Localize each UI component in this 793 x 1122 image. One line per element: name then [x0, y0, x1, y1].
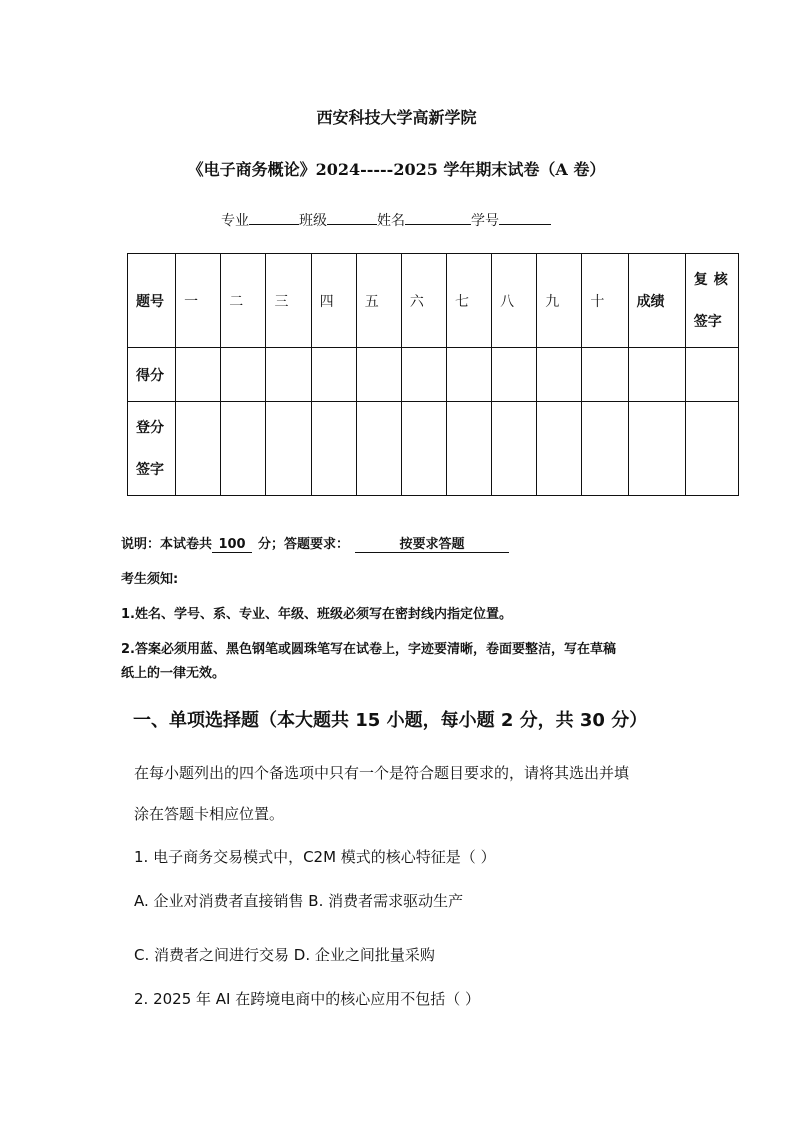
score-cell[interactable]: [176, 348, 221, 402]
column-header: 十: [582, 254, 628, 348]
question-options: C. 消费者之间进行交易 D. 企业之间批量采购: [134, 946, 435, 964]
review-sign-label-line2: 签字: [693, 313, 722, 330]
section-heading: 一、单项选择题（本大题共 15 小题，每小题 2 分，共 30 分）: [133, 710, 648, 731]
sign-cell[interactable]: [628, 402, 685, 496]
section-intro-line1: 在每小题列出的四个备选项中只有一个是符合题目要求的，请将其选出并填: [134, 764, 630, 782]
section-intro-line2: 涂在答题卡相应位置。: [134, 805, 285, 823]
sign-row-label: [128, 402, 176, 496]
exam-note: [121, 533, 509, 553]
question-options: A. 企业对消费者直接销售 B. 消费者需求驱动生产: [134, 892, 464, 910]
school-title: 西安科技大学高新学院: [316, 108, 477, 127]
score-cell[interactable]: [582, 348, 628, 402]
sign-cell[interactable]: [176, 402, 221, 496]
score-cell[interactable]: [221, 348, 266, 402]
sign-cell[interactable]: [492, 402, 537, 496]
sign-cell[interactable]: [356, 402, 401, 496]
note-mid: 分；答题要求：: [258, 537, 350, 552]
name-field[interactable]: [405, 210, 471, 225]
column-header: 六: [401, 254, 446, 348]
total-score-label: 成绩: [628, 254, 685, 348]
exam-title: 《电子商务概论》2024-----2025 学年期末试卷（A 卷）: [187, 160, 606, 179]
class-label: 班级: [299, 213, 327, 229]
sign-row-label-line1: 登分: [136, 419, 164, 436]
score-cell[interactable]: [266, 348, 311, 402]
notice-title: 考生须知:: [121, 572, 179, 587]
major-field[interactable]: [249, 210, 299, 225]
name-label: 姓名: [377, 213, 405, 229]
column-header: 五: [356, 254, 401, 348]
notice-rule-2-line2: 纸上的一律无效。: [121, 666, 226, 681]
column-header: 四: [311, 254, 356, 348]
sign-cell[interactable]: [401, 402, 446, 496]
review-sign-label-line1: 复核: [693, 271, 734, 288]
score-table: [127, 253, 739, 496]
score-cell[interactable]: [628, 348, 685, 402]
major-label: 专业: [221, 213, 249, 229]
score-cell[interactable]: [447, 348, 492, 402]
score-cell[interactable]: [401, 348, 446, 402]
column-header: 七: [447, 254, 492, 348]
question-stem: 2. 2025 年 AI 在跨境电商中的核心应用不包括（ ）: [134, 990, 481, 1008]
notice-rule-2-line1: 2.答案必须用蓝、黑色钢笔或圆珠笔写在试卷上，字迹要清晰，卷面要整洁，写在草稿: [121, 642, 616, 657]
column-header: 二: [221, 254, 266, 348]
sign-cell[interactable]: [537, 402, 582, 496]
student-id-label: 学号: [471, 213, 499, 229]
sign-cell[interactable]: [266, 402, 311, 496]
class-field[interactable]: [327, 210, 377, 225]
question-stem: 1. 电子商务交易模式中，C2M 模式的核心特征是（ ）: [134, 848, 496, 866]
question-number-label: 题号: [128, 254, 176, 348]
student-id-field[interactable]: [499, 210, 551, 225]
note-prefix: 说明：本试卷共: [121, 537, 213, 552]
student-info-line: [221, 210, 551, 230]
sign-row-label-line2: 签字: [136, 461, 164, 478]
score-row: [128, 348, 739, 402]
sign-row: [128, 402, 739, 496]
sign-cell[interactable]: [582, 402, 628, 496]
total-score-value: 100: [212, 537, 252, 553]
sign-cell[interactable]: [221, 402, 266, 496]
notice-rule-1: 1.姓名、学号、系、专业、年级、班级必须写在密封线内指定位置。: [121, 607, 512, 622]
review-sign-label: [685, 254, 738, 348]
sign-cell[interactable]: [685, 402, 738, 496]
score-cell[interactable]: [356, 348, 401, 402]
score-cell[interactable]: [685, 348, 738, 402]
column-header: 八: [492, 254, 537, 348]
column-header: 三: [266, 254, 311, 348]
column-header: 一: [176, 254, 221, 348]
score-cell[interactable]: [311, 348, 356, 402]
score-cell[interactable]: [537, 348, 582, 402]
sign-cell[interactable]: [311, 402, 356, 496]
table-header-row: [128, 254, 739, 348]
answer-requirement: 按要求答题: [355, 533, 509, 553]
score-cell[interactable]: [492, 348, 537, 402]
sign-cell[interactable]: [447, 402, 492, 496]
column-header: 九: [537, 254, 582, 348]
score-row-label: 得分: [128, 348, 176, 402]
